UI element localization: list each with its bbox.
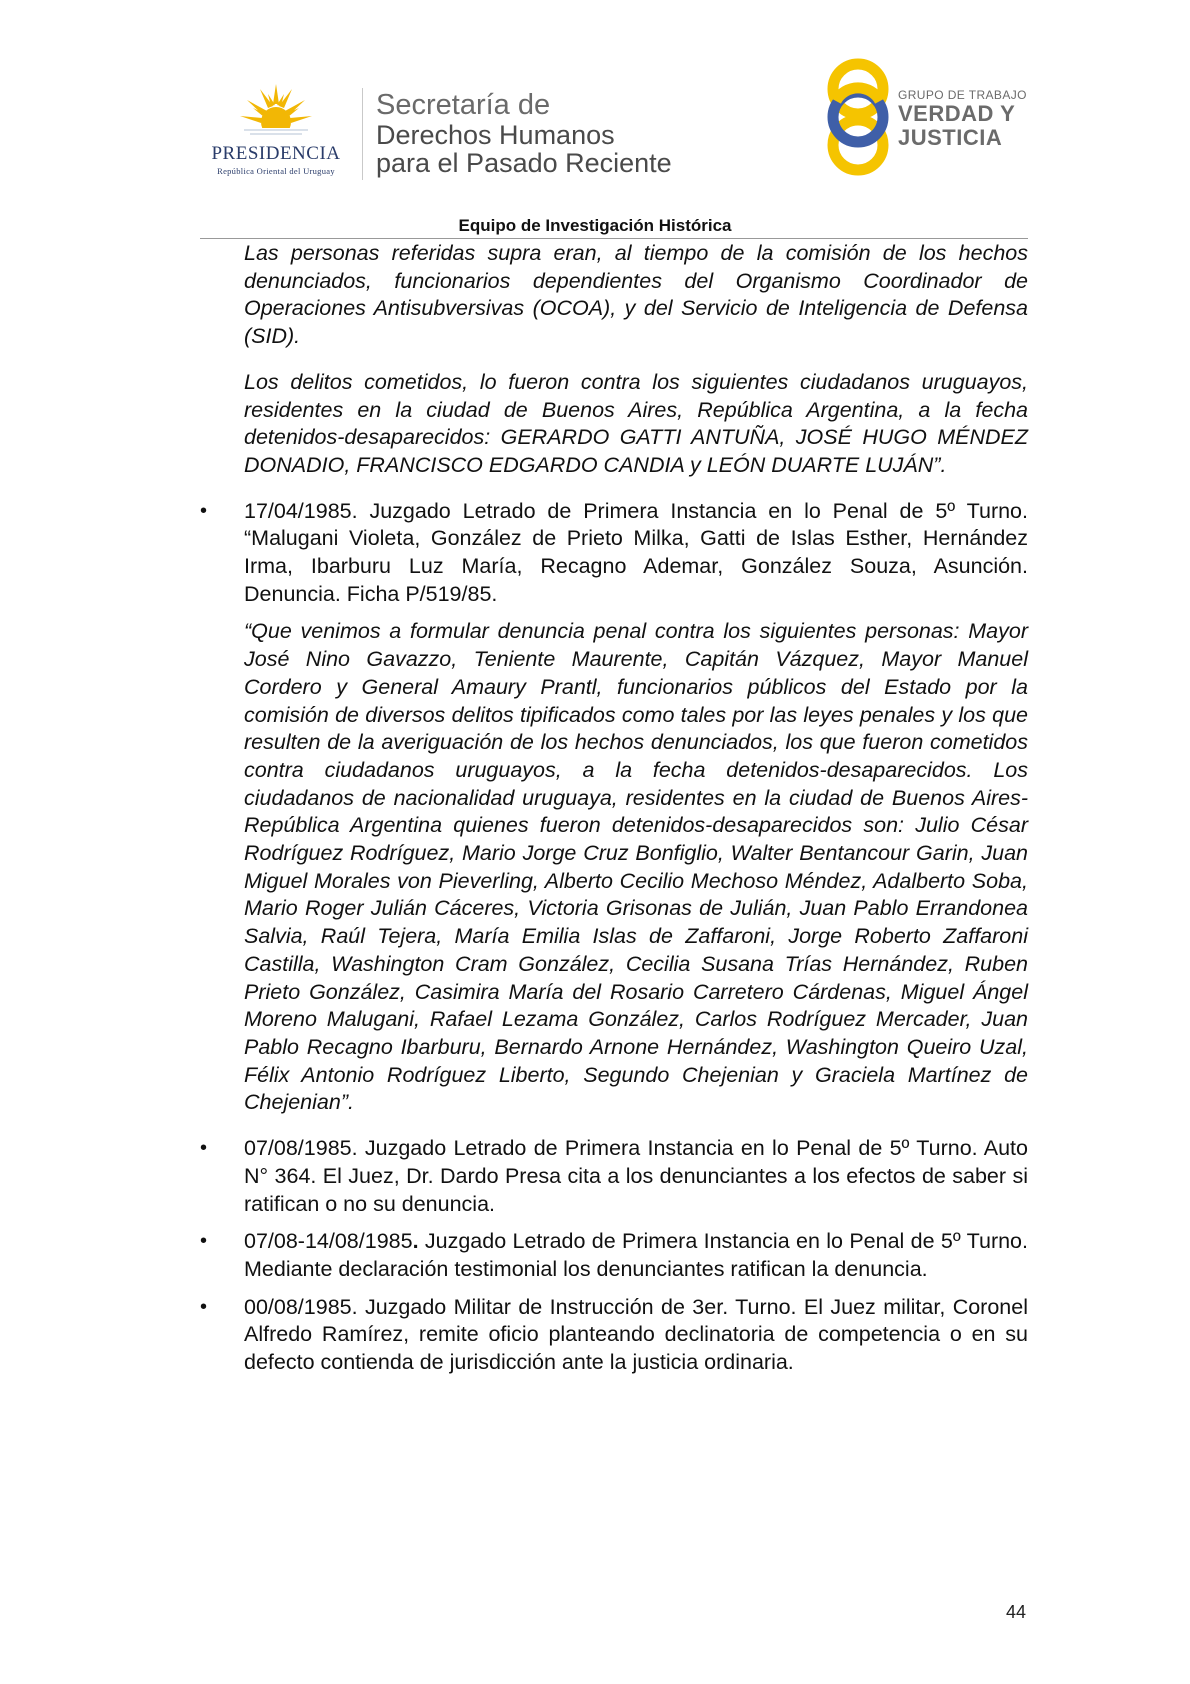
list-item	[200, 1135, 1028, 1218]
gtvj-line-1: VERDAD Y	[898, 101, 1016, 126]
bullet-icon: •	[200, 499, 208, 522]
quote-denuncia: “Que venimos a formular denuncia penal contra los siguientes personas: Mayor José Nino Gavazzo, Teniente Maurente, Capitán Vázquez, Mayor Manuel Cordero y General Amaury Prantl, funcionarios públicos del Estado por la comisión de diversos delitos tipificados como tales por las leyes penales y los que resulten de la averiguación de los hechos denunciados, los que fueron cometidos contra ciudadanos uruguayos, a la fecha detenidos-desaparecidos. Los ciudadanos de nacionalidad uruguaya, residentes en la ciudad de Buenos Aires-República Argentina quienes fueron detenidos-desaparecidos son: Julio César Rodríguez Rodríguez, Mario Jorge Cruz Bonfiglio, Walter Bentancour Garin, Juan Miguel Morales von Pieverling, Alberto Cecilio Mechoso Méndez, Adalberto Soba, Mario Roger Julián Cáceres, Victoria Grisonas de Julián, Juan Pablo Errandonea Salvia, Raúl Tejera, María Emilia Islas de Zaffaroni, Jorge Roberto Zaffaroni Castilla, Washington Cram González, Cecilia Susana Trías Hernández, Ruben Prieto González, Casimira María del Rosario Carretero Cárdenas, Miguel Ángel Moreno Malugani, Rafael Lezama González, Carlos Rodríguez Mercader, Juan Pablo Recagno Ibarburu, Bernardo Arnone Hernández, Washington Queiro Uzal, Félix Antonio Rodríguez Liberto, Segundo Chejenian y Graciela Martínez de Chejenian”.	[244, 619, 1028, 1115]
list-item	[200, 1228, 1028, 1283]
list-item-rest: Juzgado Letrado de Primera Instancia en lo Penal de 5º Turno. Mediante declaración testimonial los denunciantes ratifican la denuncia.	[244, 1229, 1028, 1281]
paragraph-crimes: Los delitos cometidos, lo fueron contra los siguientes ciudadanos uruguayos, residentes en la ciudad de Buenos Aires, República Argentina, a la fecha detenidos-desaparecidos: GERARDO GATTI ANTUÑA, JOSÉ HUGO MÉNDEZ DONADIO, FRANCISCO EDGARDO CANDIA y LEÓN DUARTE LUJÁN”.	[244, 369, 1028, 477]
paragraph-persons: Las personas referidas supra eran, al tiempo de la comisión de los hechos denunciados, funcionarios dependientes del Organismo Coordinador de Operaciones Antisubversivas (OCOA), y del Servicio de Inteligencia de Defensa (SID).	[244, 241, 1028, 349]
list-item-text: 17/04/1985. Juzgado Letrado de Primera Instancia en lo Penal de 5º Turno. “Malugani Violeta, González de Prieto Milka, Gatti de Islas Esther, Hernández Irma, Ibarburu Luz María, Recagno Ademar, González Souza, Asunción. Denuncia. Ficha P/519/85.	[244, 498, 1028, 606]
bullet-icon: •	[200, 1137, 208, 1160]
list-item-text	[244, 1228, 1028, 1283]
header-rule	[200, 238, 1028, 239]
secretaria-line-2: Derechos Humanos	[376, 120, 615, 150]
team-heading: Equipo de Investigación Histórica	[458, 216, 732, 235]
document-body	[200, 240, 1028, 1377]
gtvj-line-2: JUSTICIA	[898, 125, 1003, 150]
sun-icon	[236, 80, 316, 142]
list-item-date: 07/08-14/08/1985	[244, 1229, 413, 1254]
list-item-date-dot: .	[412, 1229, 419, 1254]
secretaria-line-3: para el Pasado Reciente	[376, 148, 672, 178]
presidencia-name: PRESIDENCIA	[211, 143, 341, 164]
grupo-trabajo-logo	[822, 55, 1042, 185]
rings-icon	[822, 55, 894, 185]
presidencia-logo	[196, 80, 356, 180]
list-item	[200, 498, 1028, 609]
header-divider	[362, 88, 363, 180]
list-item-text: 00/08/1985. Juzgado Militar de Instrucción de 3er. Turno. El Juez militar, Coronel Alfredo Ramírez, remite oficio planteando declinatoria de competencia o en su defecto contienda de jurisdicción ante la justicia ordinaria.	[244, 1294, 1028, 1375]
list-item-text: 07/08/1985. Juzgado Letrado de Primera Instancia en lo Penal de 5º Turno. Auto N° 364. El Juez, Dr. Dardo Presa cita a los denunciantes a los efectos de saber si ratifican o no su denuncia.	[244, 1136, 1028, 1216]
page-header	[0, 0, 1190, 240]
gtvj-small: GRUPO DE TRABAJO	[898, 88, 1027, 102]
list-item	[200, 1294, 1028, 1377]
page-number: 44	[1006, 1602, 1027, 1622]
presidencia-subtitle: República Oriental del Uruguay	[217, 166, 335, 176]
bullet-icon: •	[200, 1230, 208, 1253]
bullet-icon: •	[200, 1295, 208, 1318]
secretaria-line-1: Secretaría de	[376, 89, 551, 121]
secretaria-title	[376, 90, 672, 177]
